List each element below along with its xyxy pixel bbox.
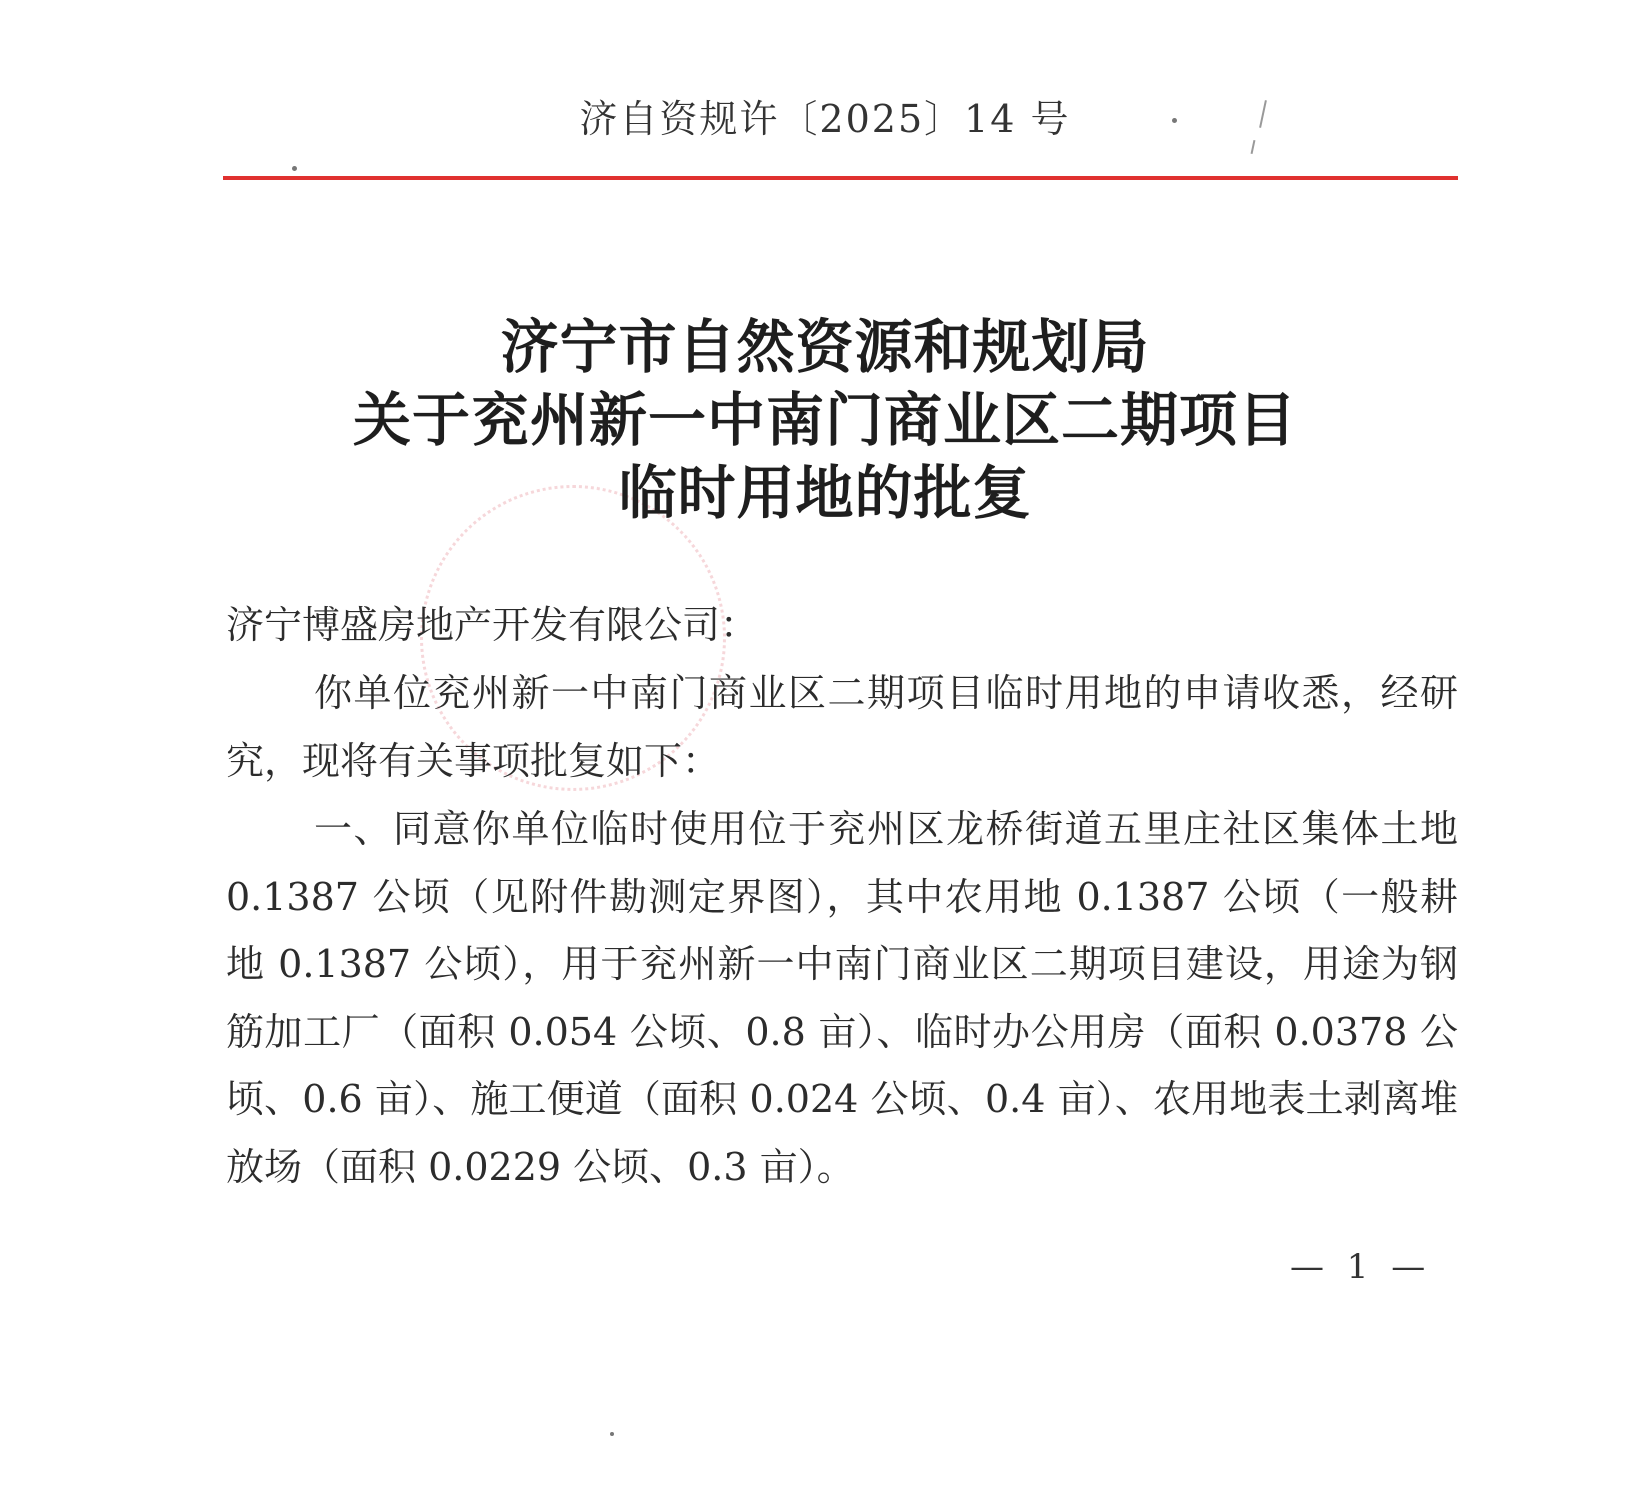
addressee: 济宁博盛房地产开发有限公司： xyxy=(226,603,759,647)
red-header-rule xyxy=(223,176,1458,180)
document-number: 济自资规许〔2025〕14 号 xyxy=(579,97,1071,141)
scan-speck xyxy=(610,1432,614,1436)
scan-speck xyxy=(1172,118,1177,123)
scan-speck xyxy=(292,166,297,171)
title-line-1: 济宁市自然资源和规划局 xyxy=(500,313,1150,381)
paragraph-2: 一、同意你单位临时使用位于兖州区龙桥街道五里庄社区集体土地 0.1387 公顷（见附件勘测定界图），其中农用地 0.1387 公顷（一般耕地 0.1387 公顷），用于兖州新一中南门商业区二期项目建设，用途为钢筋加工厂（面积 0.054 公顷、0.8 亩）、临时办公用房（面积 0.0378 公顷、0.6 亩）、施工便道（面积 0.024 公顷、0.4 亩）、农用地表土剥离堆放场（面积 0.0229 公顷、0.3 亩）。 xyxy=(226,807,1458,1189)
title-line-2: 关于兖州新一中南门商业区二期项目 xyxy=(352,386,1297,454)
paragraph-1: 你单位兖州新一中南门商业区二期项目临时用地的申请收悉，经研究，现将有关事项批复如下： xyxy=(226,671,1458,783)
page-number: — 1 — xyxy=(1290,1247,1432,1287)
title-line-3: 临时用地的批复 xyxy=(618,459,1032,527)
